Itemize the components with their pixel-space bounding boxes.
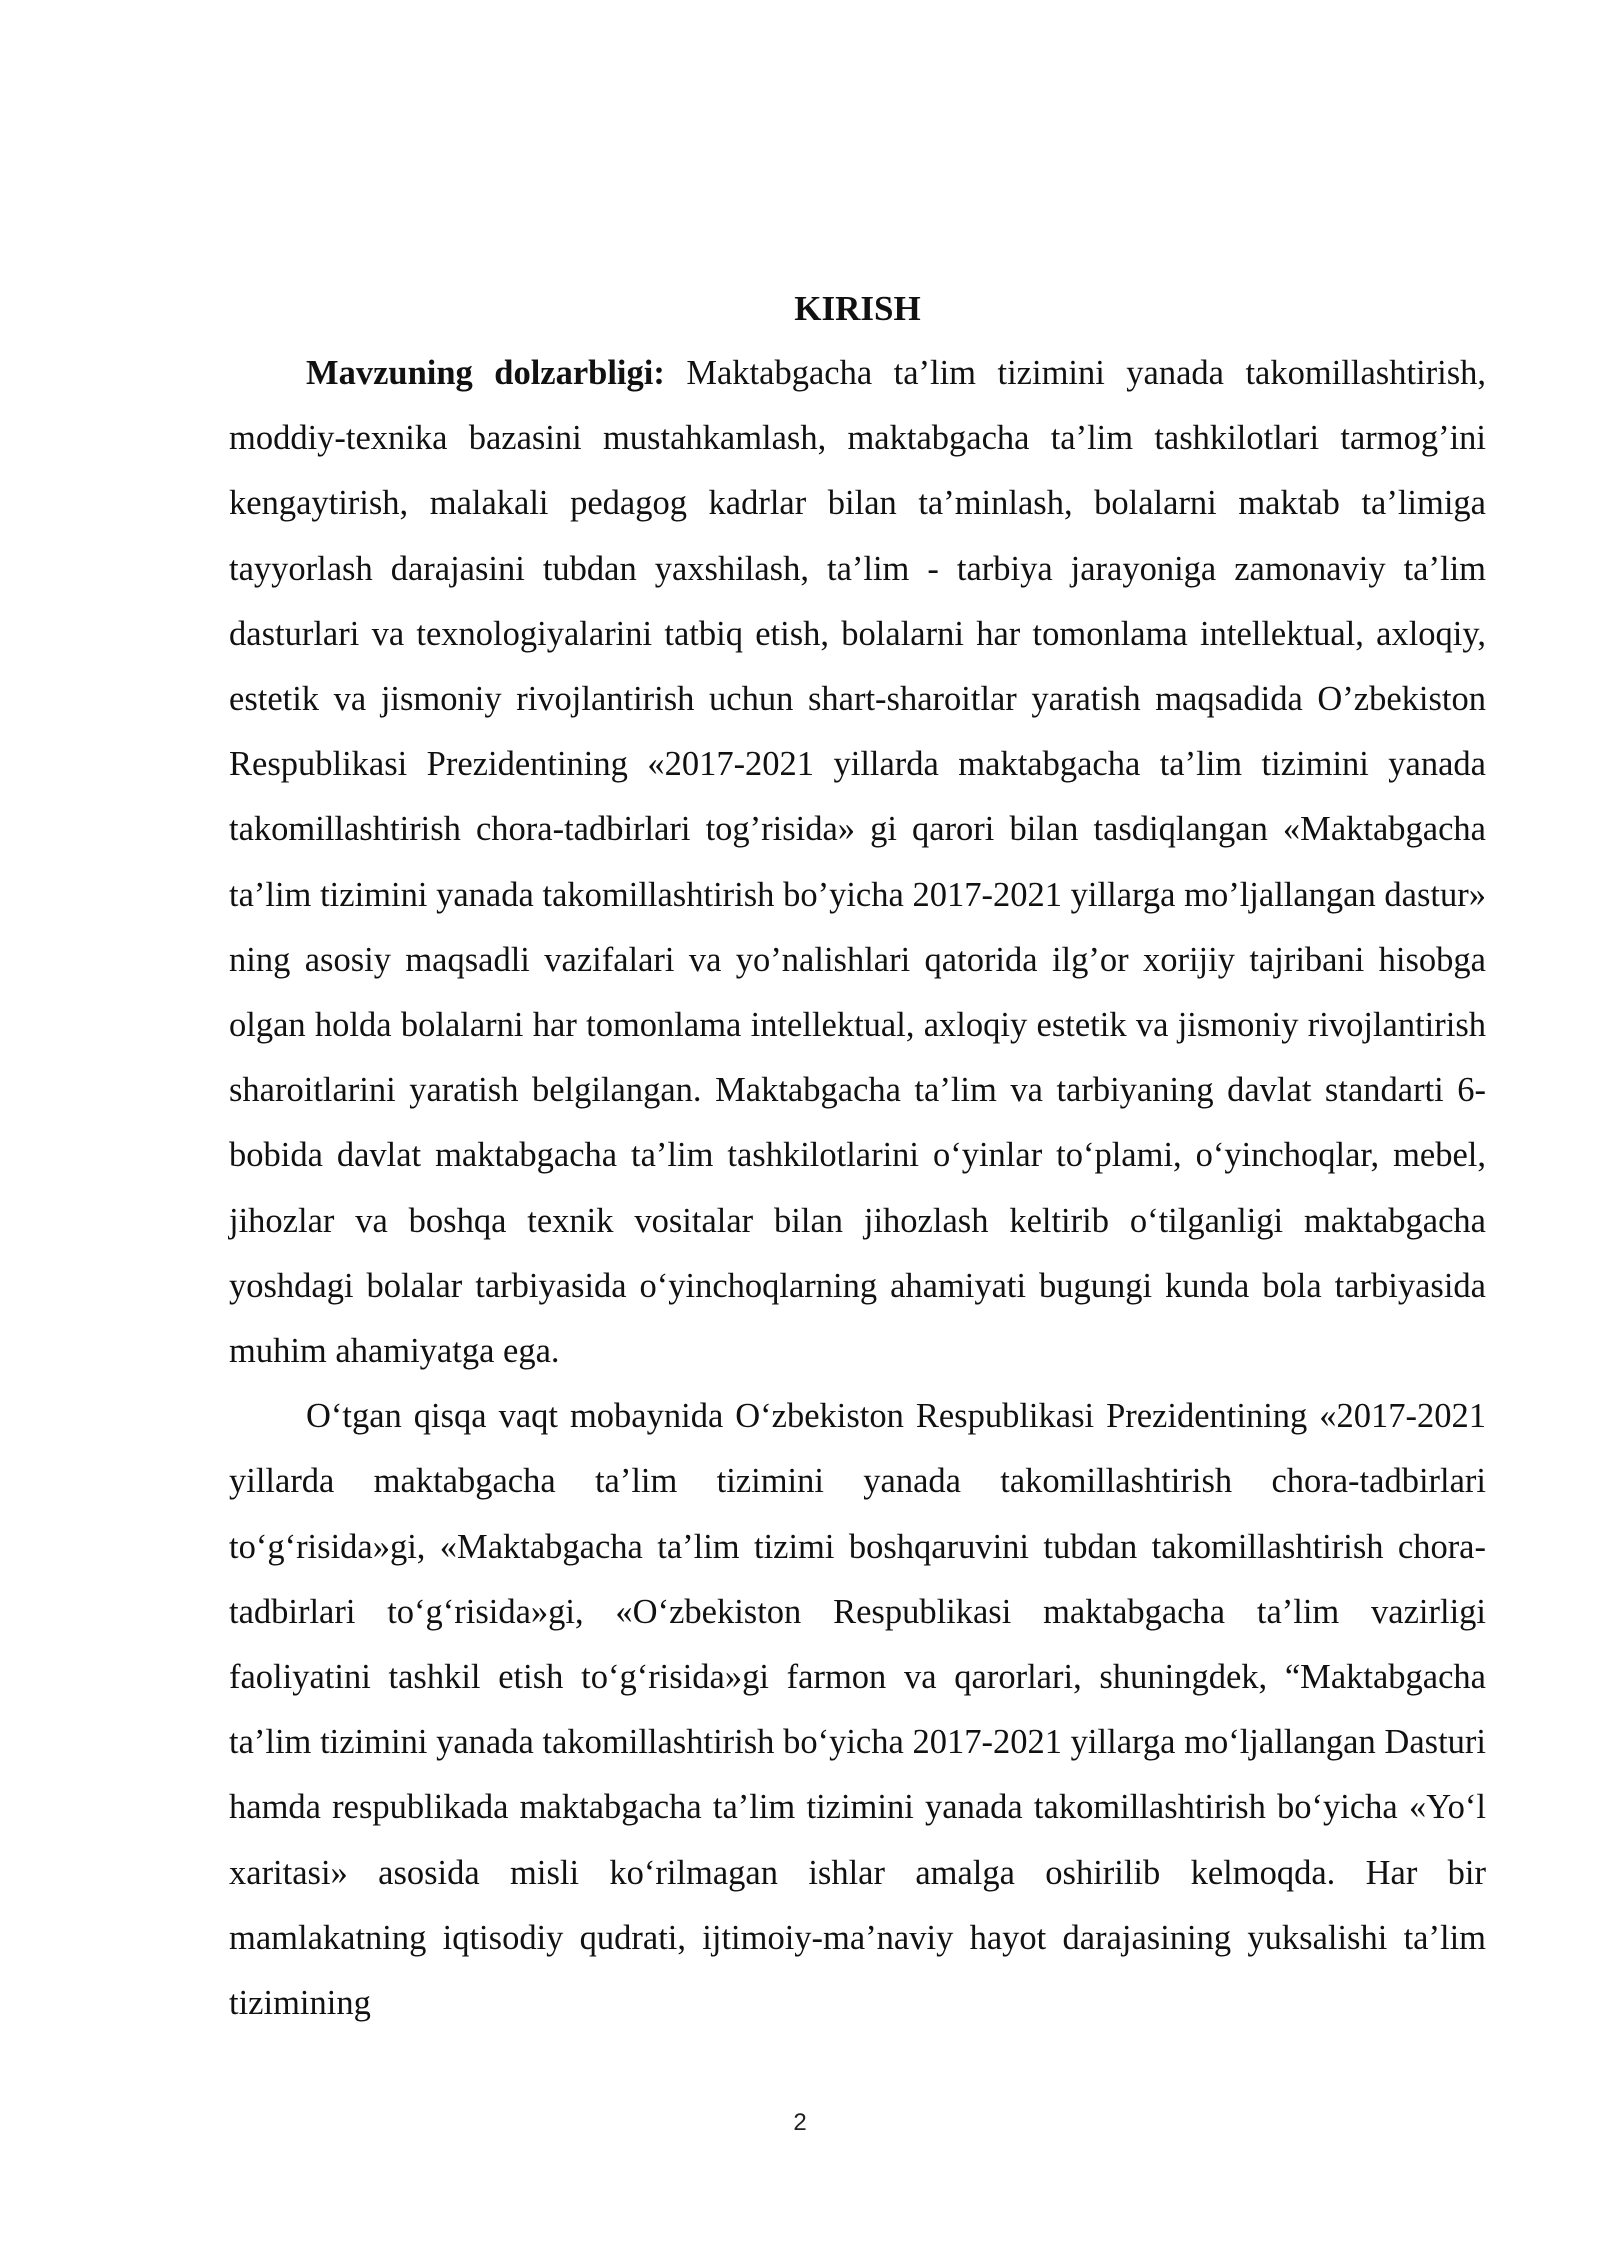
paragraph-1 (229, 341, 1486, 1384)
paragraph-lead: Mavzuning dolzarbligi: (306, 354, 665, 392)
section-heading: KIRISH (794, 289, 921, 328)
page-content (229, 276, 1486, 2036)
page-number: 2 (793, 2109, 807, 2136)
paragraph-2: O‘tgan qisqa vaqt mobaynida O‘zbekiston Respublikasi Prezidentining «2017-2021 yillarda maktabgacha ta’lim tizimini yanada takomillashtirish chora-tadbirlari to‘g‘risida»gi, «Maktabgacha ta’lim tizimi boshqaruvini tubdan takomillashtirish chora-tadbirlari to‘g‘risida»gi, «O‘zbekiston Respublikasi maktabgacha ta’lim vazirligi faoliyatini tashkil etish to‘g‘risida»gi farmon va qarorlari, shuningdek, “Maktabgacha ta’lim tizimini yanada takomillashtirish bo‘yicha 2017-2021 yillarga mo‘ljallangan Dasturi hamda respublikada maktabgacha ta’lim tizimini yanada takomillashtirish bo‘yicha «Yo‘l xaritasi» asosida misli ko‘rilmagan ishlar amalga oshirilib kelmoqda. Har bir mamlakatning iqtisodiy qudrati, ijtimoiy-ma’naviy hayot darajasining yuksalishi ta’lim tizimining (229, 1397, 1486, 2023)
paragraph-1-text: Maktabgacha ta’lim tizimini yanada takomillashtirish, moddiy-texnika bazasini mustahkamlash, maktabgacha ta’lim tashkilotlari tarmog’ini kengaytirish, malakali pedagog kadrlar bilan ta’minlash, bolalarni maktab ta’limiga tayyorlash darajasini tubdan yaxshilash, ta’lim - tarbiya jarayoniga zamonaviy ta’lim dasturlari va texnologiyalarini tatbiq etish, bolalarni har tomonlama intellektual, axloqiy, estetik va jismoniy rivojlantirish uchun shart-sharoitlar yaratish maqsadida O’zbekiston Respublikasi Prezidentining «2017-2021 yillarda maktabgacha ta’lim tizimini yanada takomillashtirish chora-tadbirlari tog’risida» gi qarori bilan tasdiqlangan «Maktabgacha ta’lim tizimini yanada takomillashtirish bo’yicha 2017-2021 yillarga mo’ljallangan dastur» ning asosiy maqsadli vazifalari va yo’nalishlari qatorida ilg’or xorijiy tajribani hisobga olgan holda bolalarni har tomonlama intellektual, axloqiy estetik va jismoniy rivojlantirish sharoitlarini yaratish belgilangan. Maktabgacha ta’lim va tarbiyaning davlat standarti 6-bobida davlat maktabgacha ta’lim tashkilotlarini o‘yinlar to‘plami, o‘yinchoqlar, mebel, jihozlar va boshqa texnik vositalar bilan jihozlash keltirib o‘tilganligi maktabgacha yoshdagi bolalar tarbiyasida o‘yinchoqlarning ahamiyati bugungi kunda bola tarbiyasida muhim ahamiyatga ega. (229, 354, 1486, 1371)
